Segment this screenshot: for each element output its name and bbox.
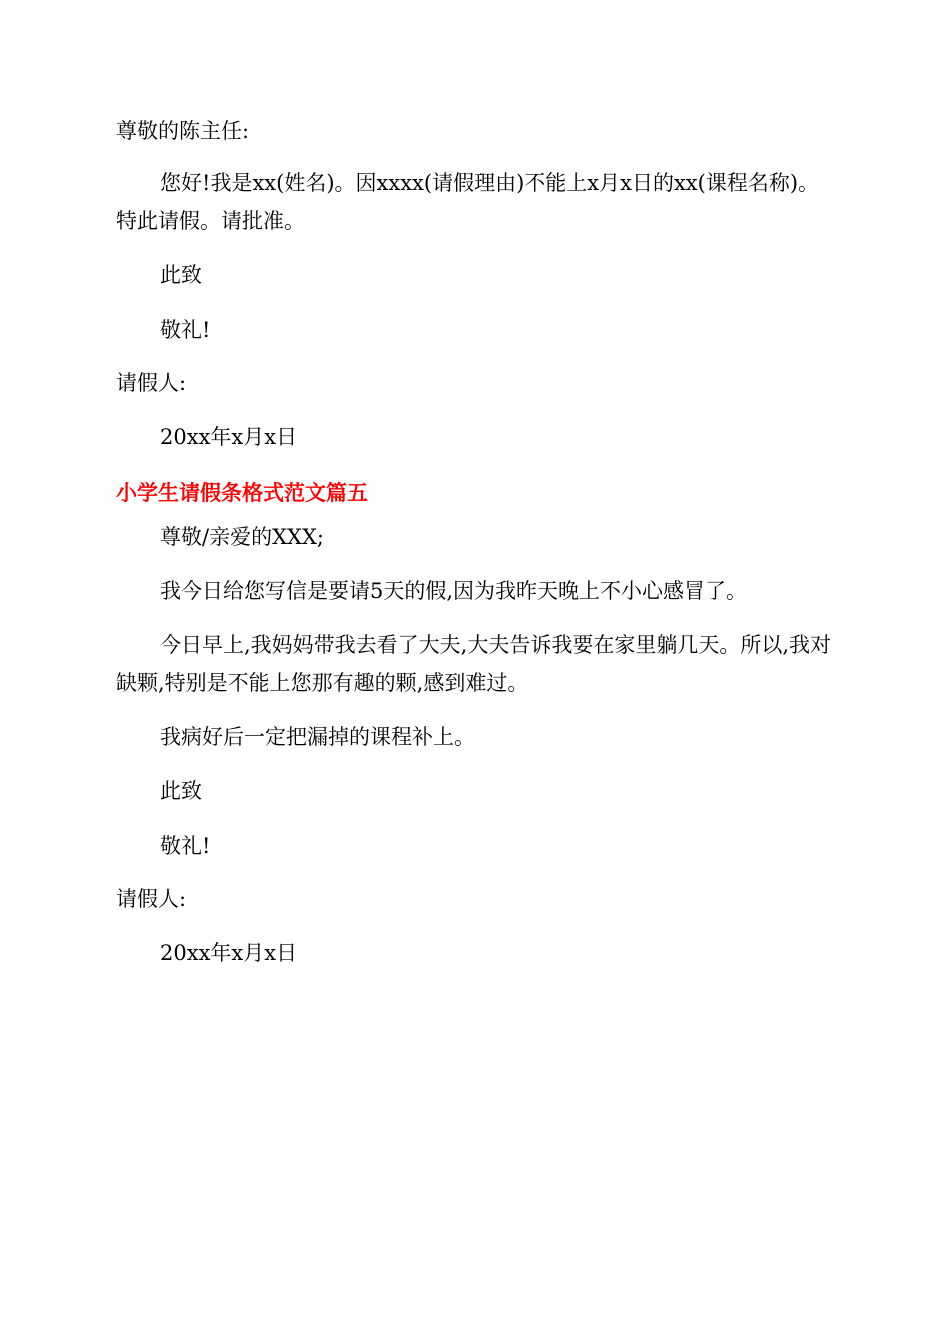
letter1-salutation: 尊敬的陈主任:: [116, 119, 250, 143]
letter2-date: 20xx年x月x日: [160, 941, 298, 965]
letter2-closing-2: 敬礼!: [160, 834, 211, 858]
letter1-closing-1: 此致: [160, 263, 202, 287]
section-heading: 小学生请假条格式范文篇五: [116, 481, 368, 505]
letter1-body: 您好!我是xx(姓名)。因xxxx(请假理由)不能上x月x日的xx(课程名称)。特此请假。请批准。: [116, 171, 820, 233]
letter1-closing-2: 敬礼!: [160, 318, 211, 342]
letter1-date: 20xx年x月x日: [160, 425, 298, 449]
letter2-salutation: 尊敬/亲爱的XXX;: [160, 525, 325, 549]
letter2-signer: 请假人:: [116, 887, 187, 911]
letter2-paragraph-2: 今日早上,我妈妈带我去看了大夫,大夫告诉我要在家里躺几天。所以,我对缺颗,特别是不能上您那有趣的颗,感到难过。: [116, 633, 832, 695]
letter2-paragraph-1: 我今日给您写信是要请5天的假,因为我昨天晚上不小心感冒了。: [160, 579, 748, 603]
letter2-closing-1: 此致: [160, 779, 202, 803]
letter1-signer: 请假人:: [116, 371, 187, 395]
letter2-paragraph-3: 我病好后一定把漏掉的课程补上。: [160, 725, 475, 749]
